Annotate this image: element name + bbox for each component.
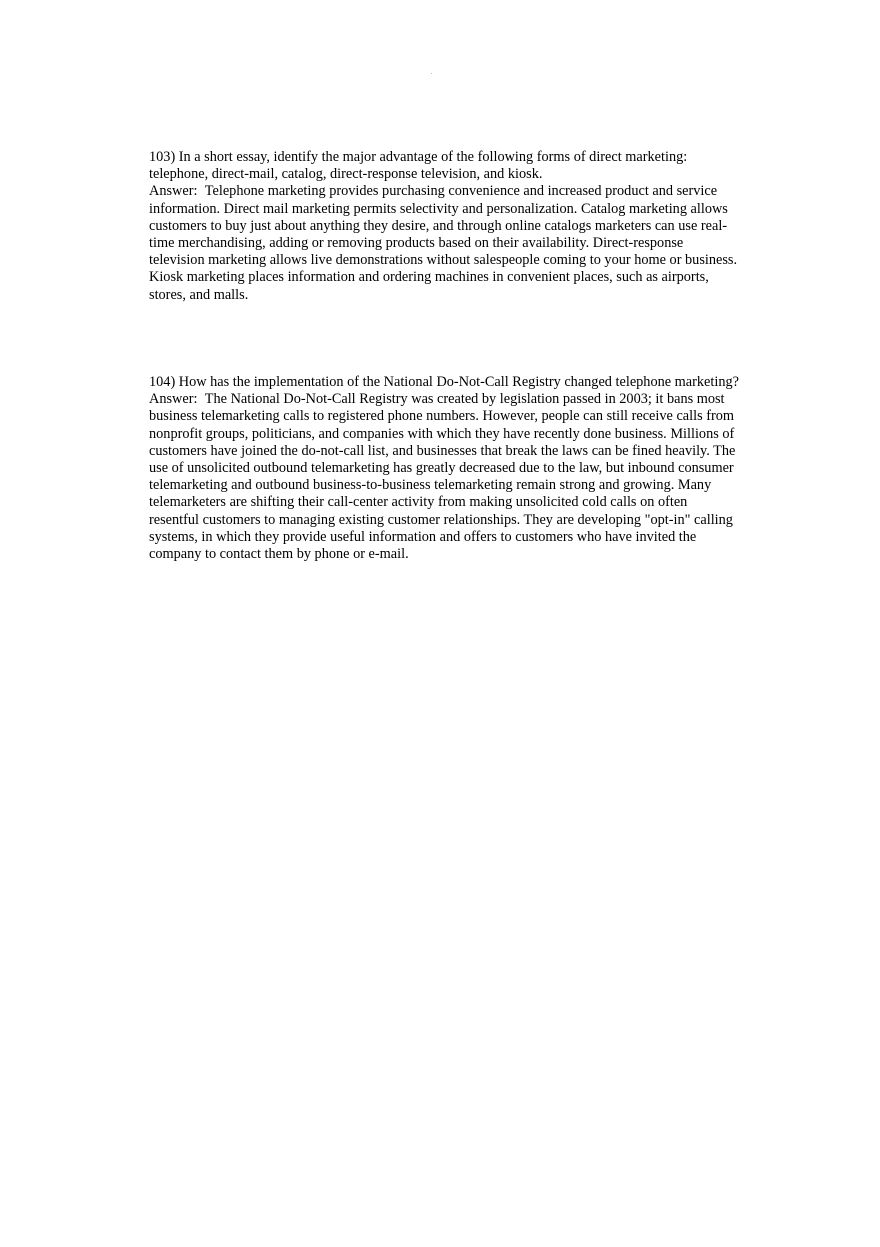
answer-label: Answer: [149,183,198,200]
question-text: 104) How has the implementation of the National Do-Not-Call Registry changed telephone marketing? [149,374,739,390]
answer-label: Answer: [149,391,198,408]
scan-speck [431,73,432,74]
question-block-104 [149,374,739,563]
answer-paragraph [149,391,739,563]
answer-text: Telephone marketing provides purchasing convenience and increased product and service information. Direct mail marketing permits selectivity and personalization. Catalog marketing allows customers to buy just about anything they desire, and through online catalogs marketers can use real-time merchandising, adding or removing products based on their availability. Direct-response television marketing allows live demonstrations without salespeople coming to your home or business. Kiosk marketing places information and ordering machines in convenient places, such as airports, stores, and malls. [149,183,738,303]
question-block-103 [149,149,739,304]
answer-paragraph [149,183,739,303]
question-text: 103) In a short essay, identify the major advantage of the following forms of direct marketing: telephone, direct-mail, catalog, direct-response television, and kiosk. [149,149,688,183]
answer-text: The National Do-Not-Call Registry was created by legislation passed in 2003; it bans most business telemarketing calls to registered phone numbers. However, people can still receive calls from nonprofit groups, politicians, and companies with which they have recently done business. Millions of customers have joined the do-not-call list, and businesses that break the laws can be fined heavily. The use of unsolicited outbound telemarketing has greatly decreased due to the law, but inbound consumer telemarketing and outbound business-to-business telemarketing remain strong and growing. Many telemarketers are shifting their call-center activity from making unsolicited cold calls on often resentful customers to managing existing customer relationships. They are developing "opt-in" calling systems, in which they provide useful information and offers to customers who have invited the company to contact them by phone or e-mail. [149,391,736,563]
